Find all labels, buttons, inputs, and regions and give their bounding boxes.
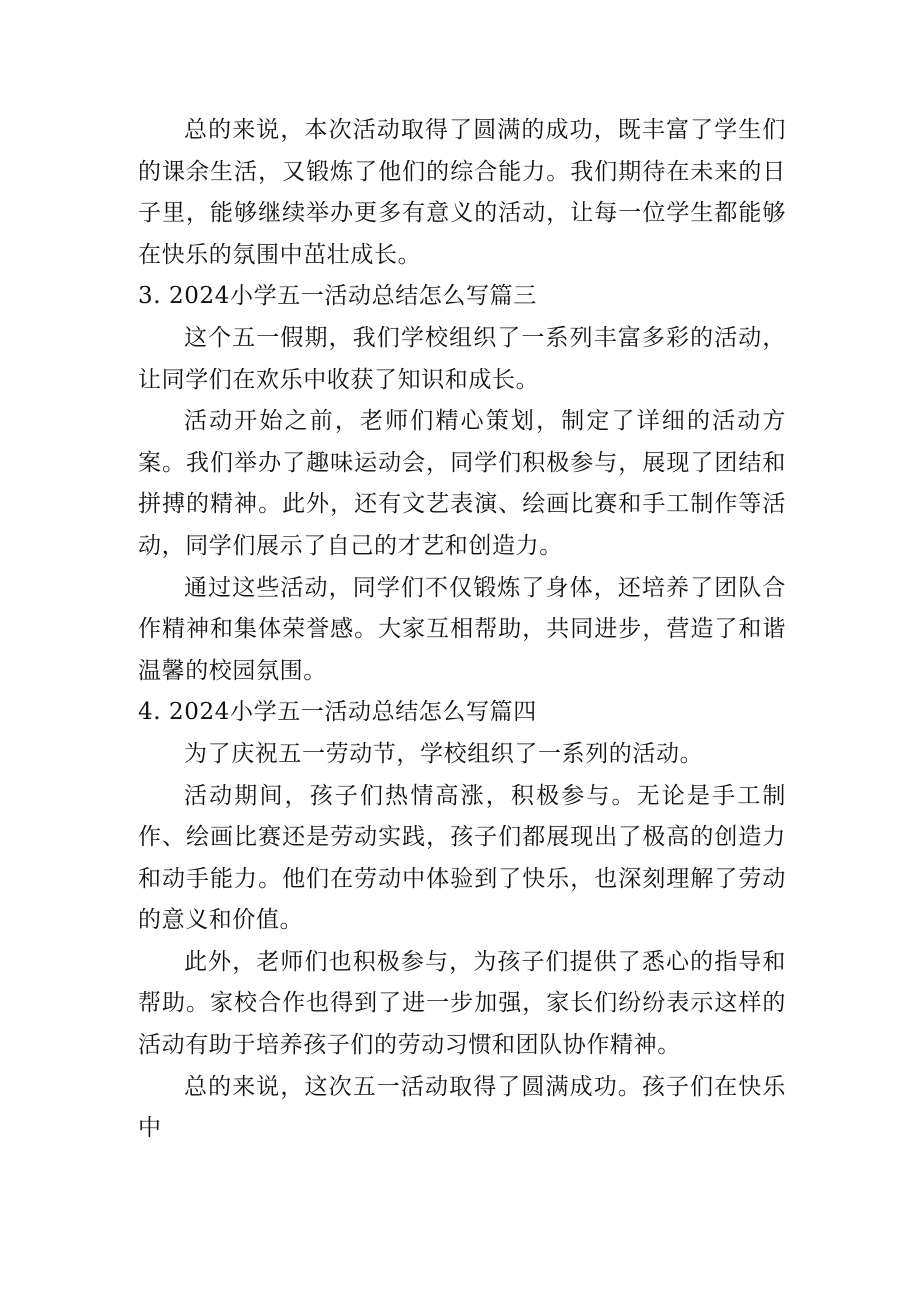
paragraph-activities-3: 活动开始之前，老师们精心策划，制定了详细的活动方案。我们举办了趣味运动会，同学们积极参与，展现了团结和拼搏的精神。此外，还有文艺表演、绘画比赛和手工制作等活动，同学们展示了自己的才艺和创造力。 [138, 408, 786, 559]
section-heading-4: 4. 2024小学五一活动总结怎么写篇四 [138, 699, 537, 726]
document-body [138, 110, 786, 1150]
paragraph-intro-3: 这个五一假期，我们学校组织了一系列丰富多彩的活动，让同学们在欢乐中收获了知识和成长。 [138, 324, 786, 393]
paragraph-outcome-3: 通过这些活动，同学们不仅锻炼了身体，还培养了团队合作精神和集体荣誉感。大家互相帮助，共同进步，营造了和谐温馨的校园氛围。 [138, 574, 786, 684]
section-heading-3: 3. 2024小学五一活动总结怎么写篇三 [138, 283, 537, 310]
paragraph-activities-4: 活动期间，孩子们热情高涨，积极参与。无论是手工制作、绘画比赛还是劳动实践，孩子们都展现出了极高的创造力和动手能力。他们在劳动中体验到了快乐，也深刻理解了劳动的意义和价值。 [138, 782, 786, 934]
paragraph-teachers-4: 此外，老师们也积极参与，为孩子们提供了悉心的指导和帮助。家校合作也得到了进一步加强，家长们纷纷表示这样的活动有助于培养孩子们的劳动习惯和团队协作精神。 [138, 948, 786, 1059]
paragraph-summary-4: 总的来说，这次五一活动取得了圆满成功。孩子们在快乐中 [138, 1073, 786, 1142]
paragraph-summary-1: 总的来说，本次活动取得了圆满的成功，既丰富了学生们的课余生活，又锻炼了他们的综合能力。我们期待在未来的日子里，能够继续举办更多有意义的活动，让每一位学生都能够在快乐的氛围中茁壮成长。 [138, 117, 786, 268]
paragraph-intro-4: 为了庆祝五一劳动节，学校组织了一系列的活动。 [184, 740, 704, 767]
